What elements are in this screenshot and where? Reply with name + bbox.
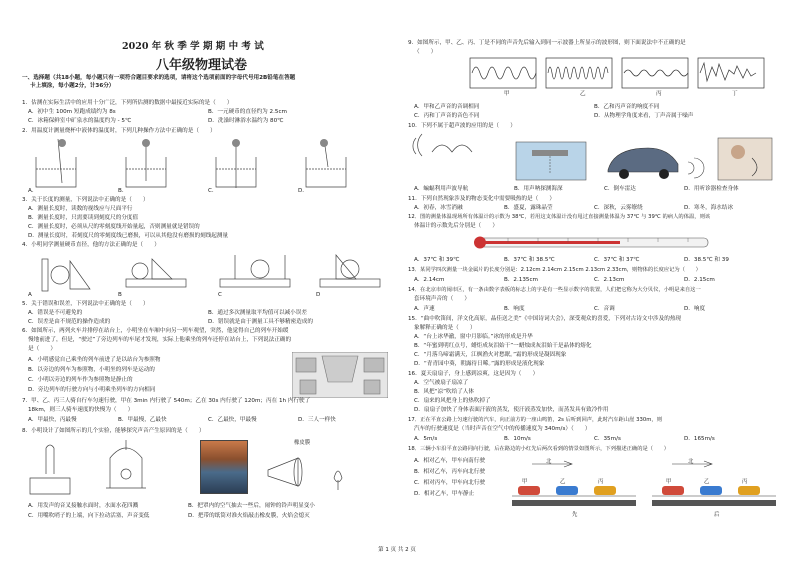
q8-option-a: A．用发声的音叉接触水面时，水面水花四溅 (28, 503, 139, 509)
q6-option-c: C．小明以旁边的列车作为参照物是静止的 (28, 377, 133, 383)
q7-option-d: D．三人一样快 (298, 417, 336, 423)
q13-option-d: D．2.15cm (684, 277, 715, 283)
q10-option-d: D．用听诊器检查身体 (684, 186, 739, 192)
q4-label-c: C (218, 292, 222, 298)
q14-option-b: B．响度 (504, 306, 525, 312)
q9-label-jia: 甲 (504, 91, 510, 97)
q10-stem: 10．下列不属于超声波的应用的是（ ） (408, 123, 516, 129)
q16-option-c: C．扇来的风把身上的热吹掉了 (414, 398, 491, 404)
q3-stem: 3．关于长度的测量，下列说法中正确的是（ ） (22, 197, 149, 203)
q13-option-b: B．2.135cm (504, 277, 538, 283)
q12-option-b: B．37℃ 和 38.5℃ (504, 257, 555, 263)
q18-option-c: C．相对丙车，甲车向北行驶 (414, 480, 486, 486)
page-footer: 第 1 页 共 2 页 (378, 547, 416, 553)
q6-option-a: A．小明感觉自己乘坐的列车前进了是以站台为参照物 (28, 357, 161, 363)
right-column (408, 0, 780, 561)
q18-tag-jia-2: 甲 (666, 479, 672, 485)
q15-option-c: C．“月落乌啼霜满天，江枫渔火对愁眠。”霜的形成是凝固现象 (414, 352, 567, 358)
q12-option-a: A．37℃ 和 39℃ (414, 257, 460, 263)
q7-stem-l2: 18km，则三人骑车速度的快慢为（ ） (28, 407, 134, 413)
q17-option-a: A．5m/s (414, 436, 438, 442)
q11-option-a: A．初春，冰雪消融 (414, 205, 463, 211)
q1-option-c: C．冰箱保鲜室中矿泉水的温度约为 - 5℃ (28, 118, 132, 124)
q8-membrane-label: 橡皮膜 (294, 440, 311, 446)
q6-option-d: D．旁边列车的行驶方向与小明乘坐列车的方向相同 (28, 387, 156, 393)
q3-option-b: B．测量长度时，只需要读到刻度尺的分度值 (28, 215, 139, 221)
q2-stem: 2．用温度计测量烧杯中液体的温度时，下列几种操作方法中正确的是（ ） (22, 128, 216, 134)
q2-label-c: C． (208, 188, 218, 194)
q6-train-interior-image (292, 352, 388, 398)
q11-stem: 11．下列自然现象涉及的物态变化中需要吸热的是（ ） (408, 196, 555, 202)
q3-option-d: D．测量长度时，若刻度尺的零刻度线已磨损，可以从其他没有磨损的刻线起测量 (28, 233, 229, 239)
q7-option-b: B．甲最慢，乙最快 (118, 417, 167, 423)
q7-option-a: A．甲最快，丙最慢 (28, 417, 77, 423)
q18-tag-bing-1: 丙 (598, 479, 604, 485)
q8-option-c: C．用嘴吹哨子的上端，向下拉动活塞，声音变低 (28, 513, 150, 519)
q12-option-c: C．37℃ 和 37℃ (594, 257, 640, 263)
q1-option-b: B．一元硬币的直径约为 2.5cm (208, 109, 287, 115)
q18-tag-bing-2: 丙 (742, 479, 748, 485)
q9-option-c: C．丙和丁声音的音色不同 (414, 113, 480, 119)
q10-option-a: A．蝙蝠利用声波导航 (414, 186, 469, 192)
q8-student-photo (200, 440, 248, 494)
q14-option-c: C．音调 (594, 306, 615, 312)
q17-option-d: D．165m/s (684, 436, 715, 442)
q15-option-d: D．“青青园中葵，朝露待日晞。”露的形成是液化现象 (414, 361, 545, 367)
q1-option-a: A．初中生 100m 短跑成绩约为 8s (28, 109, 116, 115)
q8-option-d: D．把带的纸筒对准火焰敲击橡皮膜，火焰会熄灭 (188, 513, 310, 519)
q18-option-a: A．相对乙车，甲车向南行驶 (414, 458, 485, 464)
q15-option-a: A．“台上冰华澈，窗中月影临。”冰的形成是升华 (414, 334, 533, 340)
q18-cars-figure (512, 456, 778, 516)
q2-thermometer-figures (28, 137, 388, 193)
q12-option-d: D．38.5℃ 和 39 (684, 257, 729, 263)
q9-stem-l1: 9．如图所示，甲、乙、丙、丁是不同的声音先后输入到同一示波器上所显示的波形图，则下面说法中不正确的是 (408, 40, 686, 46)
q18-north-label-1: 北 (546, 459, 552, 465)
q13-option-c: C．2.13cm (594, 277, 625, 283)
q6-stem-l3: 是（ ） (28, 346, 56, 352)
q2-label-b: B． (118, 188, 128, 194)
q13-option-a: A．2.14cm (414, 277, 445, 283)
q5-option-b: B．通过多次测量取平均值可以减小误差 (208, 310, 307, 316)
q17-stem-l1: 17．正在平直公路上匀速行驶的汽车，向正前方的一座山鸣笛，2s 后听到回声，此时汽车距山崖 330m，则 (408, 417, 662, 423)
q8-option-b: B．把罩内的空气抽去一些后，闹钟的铃声明显变小 (188, 503, 315, 509)
q18-first-label: 先 (572, 512, 578, 518)
q16-option-b: B．风把“凉”吹给了人体 (414, 389, 474, 395)
q10-option-b: B．用声呐探测海深 (514, 186, 563, 192)
q9-option-b: B．乙和丙声音的响度不同 (594, 104, 660, 110)
q1-stem: 1．估测在实际生活中的应用十分广泛，下列所估测的数据中最接近实际的是（ ） (22, 100, 233, 106)
q11-option-b: B．盛夏，露珠晶莹 (504, 205, 553, 211)
q15-option-b: B．“年蜜到明红点号，蜡炬成灰泪始干”一蜡烛成灰泪始干是晶体的熔化 (414, 343, 592, 349)
q8-experiment-figures (26, 438, 196, 498)
q3-option-a: A．测量长度时，读数的视线应与尺面平行 (28, 206, 133, 212)
q17-option-b: B．10m/s (504, 436, 531, 442)
q12-stem-l1: 12．图的测量体温现场所有体温计的示数为 38℃，若用这支体温计没有甩过直接测量体温为 37℃ 与 39℃ 的病人的体温，则该 (408, 214, 711, 220)
left-column (22, 0, 397, 561)
q9-label-yi: 乙 (580, 91, 586, 97)
q14-option-a: A．声速 (414, 306, 435, 312)
q12-stem-l2: 体温计的示数先后分别是（ ） (414, 223, 498, 229)
q12-thermometer-image (468, 232, 718, 254)
q5-option-d: D．错误就是由于测量工具不够精密造成的 (208, 319, 313, 325)
q13-stem: 13．某同学四次测量一块金属片的长度分别是：2.12cm 2.14cm 2.15cm 2.13cm 2.33cm，则物体的长度应记为（ ） (408, 267, 701, 273)
q4-coin-figures (30, 251, 390, 295)
q14-stem-l2: 套环境声音的（ ） (414, 296, 470, 302)
q14-stem-l1: 14．在北京市的闹市区，有一条由数字表板的标志上的字是有一些显示数字的装置，人们把它称为大分贝仪，小明是来自这一 (408, 287, 701, 293)
q9-label-ding: 丁 (732, 91, 738, 97)
q16-option-a: A．空气被扇子扇凉了 (414, 380, 469, 386)
q9-option-d: D．从物理学角度来看，丁声音属于噪声 (594, 113, 694, 119)
q9-option-a: A．甲和乙声音的音调相同 (414, 104, 480, 110)
q5-stem: 5．关于错误和误差，下列说法中正确的是（ ） (22, 301, 149, 307)
q17-option-c: C．35m/s (594, 436, 621, 442)
q8-drum-flame-figure (254, 440, 384, 492)
q6-stem-l1: 6．如图所示，两列火车并排停在站台上，小明坐在车厢中向另一列车观望，突然，他觉得自己的列车开始缓 (22, 328, 289, 334)
q7-stem-l1: 7．甲、乙、丙三人骑自行车匀速行驶，甲在 3min 内行驶了 540m；乙在 30s 内行驶了 120m；丙在 1h 内行驶了 (22, 398, 311, 404)
q6-option-b: B．以旁边的列车为参照物，小明坐的列车是运动的 (28, 367, 155, 373)
q4-label-a: A (28, 292, 32, 298)
q18-option-b: B．相对乙车，丙车向北行驶 (414, 469, 485, 475)
q4-stem: 4．小明同学测量硬币直径，他的方法正确的是（ ） (22, 242, 160, 248)
q14-option-d: D．响度 (684, 306, 706, 312)
section-heading-cont: 卡上填涂，每小题2分，计36分） (30, 83, 115, 89)
q9-stem-l2: （ ） (414, 49, 437, 55)
q1-option-d: D．洗澡时淋浴水温约为 80℃ (208, 118, 284, 124)
q3-option-c: C．测量长度时，必须从尺的零刻度线开始量起，否则测量就是错误的 (28, 224, 200, 230)
q2-label-a: A． (28, 188, 38, 194)
q7-option-c: C．乙最快，甲最慢 (208, 417, 257, 423)
q5-option-a: A．错误是不可避免的 (28, 310, 83, 316)
q11-option-d: D．寒冬，海水结冰 (684, 205, 734, 211)
q18-tag-jia-1: 甲 (522, 479, 528, 485)
q18-north-label-2: 北 (688, 459, 694, 465)
q16-stem: 16．夏天扇扇子，身上感到凉爽，这是因为（ ） (408, 371, 539, 377)
section-heading: 一、选择题（共18小题，每小题只有一项符合题目要求的选项，请将这个选项前面的字母代号用2B铅笔在答题 (22, 75, 296, 81)
q18-option-d: D．相对乙车，甲车静止 (414, 491, 475, 497)
q5-option-c: C．误差是由不规范的操作造成的 (28, 319, 111, 325)
q6-stem-l2: 慢地前进了，但是，“驶过”了旁边列车的车尾才发现，实际上他乘坐的列车还停在站台上，下列说法正确的 (28, 337, 292, 343)
exam-title: 2020 年 秋 季 学 期 期 中 考 试 (122, 41, 264, 52)
q15-stem-l2: 象解释正确的是（ ） (414, 325, 476, 331)
q16-option-d: D．扇扇子加快了身体表面汗液的蒸发，使汗液蒸发加快，而蒸发具有致冷作用 (414, 407, 609, 413)
q18-tag-yi-2: 乙 (704, 479, 710, 485)
q9-label-bing: 丙 (656, 91, 662, 97)
q18-stem: 18．三辆小车沿平直公路同向行驶，后在路边的小红先后两次看到的情景如图所示，下列描述正确的是（ ） (408, 446, 669, 452)
q10-option-c: C．倒车雷达 (604, 186, 636, 192)
q4-label-d: D (316, 292, 321, 298)
subject-title: 八年级物理试卷 (156, 58, 248, 73)
q18-tag-yi-1: 乙 (560, 479, 566, 485)
q2-label-d: D． (298, 188, 308, 194)
q17-stem-l2: 汽车的行驶速度是（当时声音在空气中的传播速度为 340m/s）（ ） (414, 426, 591, 432)
q11-option-c: C．深秋，云雾缭绕 (594, 205, 643, 211)
q9-waveforms (468, 56, 768, 90)
q15-stem-l1: 15．“曲中吹笛间，洋文化高原，晶佳送之美”《中国诗词大会》，深受观众的喜爱，下列对古诗文中涉及的热现 (408, 316, 682, 322)
q4-label-b: B (118, 292, 122, 298)
q10-ultrasound-figures (412, 132, 776, 182)
q8-stem: 8．小明设计了如图所示的几个实验，能够探究声音产生原因的是（ ） (22, 428, 205, 434)
q18-after-label: 后 (714, 512, 720, 518)
